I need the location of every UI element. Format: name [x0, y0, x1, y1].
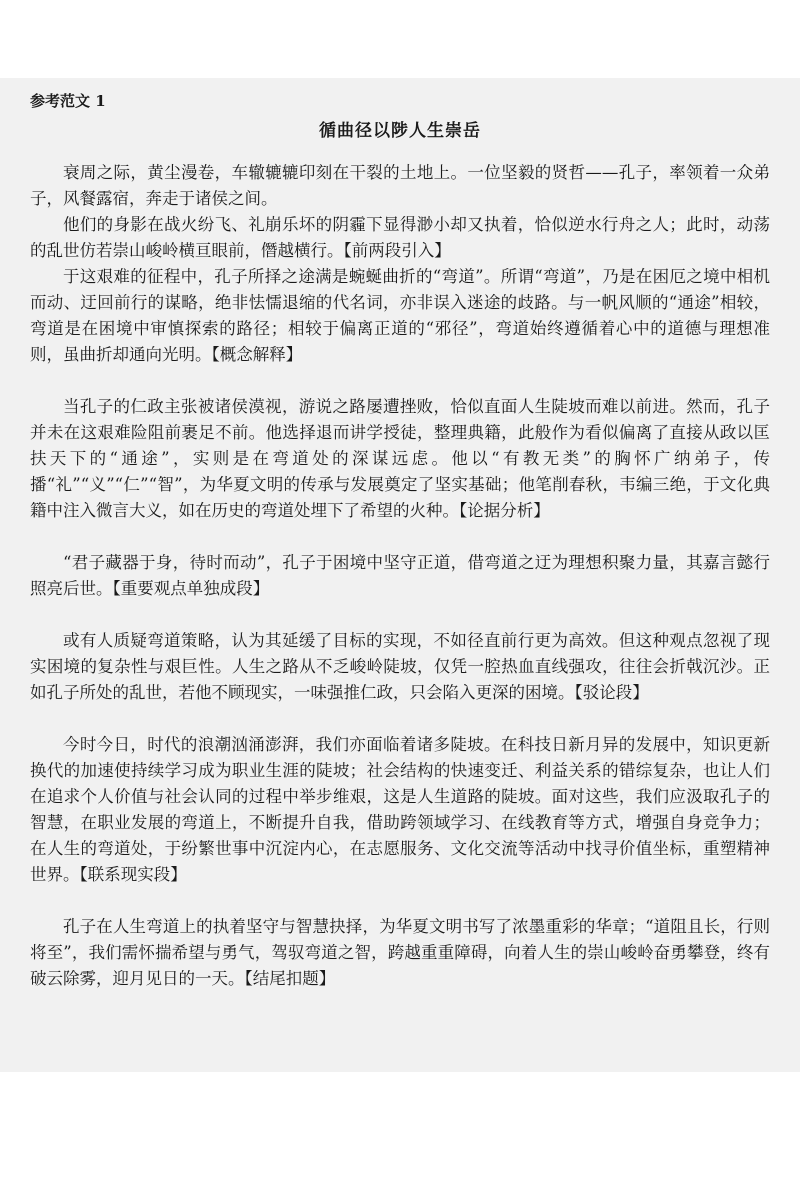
- paragraph: [30, 212, 770, 264]
- essay-body: [30, 160, 770, 992]
- annotation-tag: 【结尾扣题】: [244, 969, 336, 988]
- paragraph-text: 孔子在人生弯道上的执着坚守与智慧抉择，为华夏文明书写了浓墨重彩的华章；“道阻且长，行则将至”，我们需怀揣希望与勇气，驾驭弯道之智，跨越重重障碍，向着人生的崇山峻岭奋勇攀登，终有破云除雾，迎月见日的一天。: [30, 917, 770, 988]
- annotation-tag: 【驳论段】: [574, 683, 649, 702]
- section-heading: 参考范文 1: [30, 92, 106, 110]
- paragraph: [30, 160, 770, 212]
- paragraph: [30, 628, 770, 706]
- paragraph-text: 当孔子的仁政主张被诸侯漠视，游说之路屡遭挫败，恰似直面人生陡坡而难以前进。然而，孔子并未在这艰难险阻前裹足不前。他选择退而讲学授徒，整理典籍，此般作为看似偏离了直接从政以匡扶天下的“通途”，实则是在弯道处的深谋远虑。他以“有教无类”的胸怀广纳弟子，传播“礼”“义”“仁”“智”，为华夏文明的传承与发展奠定了坚实基础；他笔削春秋，韦编三绝，于文化典籍中注入微言大义，如在历史的弯道处埋下了希望的火种。: [30, 397, 770, 520]
- annotation-tag: 【重要观点单独成段】: [112, 579, 270, 598]
- annotation-tag: 【联系现实段】: [79, 865, 187, 884]
- paragraph: [30, 914, 770, 992]
- annotation-tag: 【论据分析】: [459, 501, 550, 520]
- paragraph-text: 衰周之际，黄尘漫卷，车辙辘辘印刻在干裂的土地上。一位坚毅的贤哲——孔子，率领着一众弟子，风餐露宿，奔走于诸侯之间。: [30, 163, 770, 208]
- paragraph: [30, 732, 770, 888]
- annotation-tag: 【概念解释】: [211, 345, 303, 364]
- paragraph-text: 或有人质疑弯道策略，认为其延缓了目标的实现，不如径直前行更为高效。但这种观点忽视了现实困境的复杂性与艰巨性。人生之路从不乏峻岭陡坡，仅凭一腔热血直线强攻，往往会折戟沉沙。正如孔子所处的乱世，若他不顾现实，一味强推仁政，只会陷入更深的困境。: [30, 631, 770, 702]
- paragraph-text: 今时今日，时代的浪潮汹涌澎湃，我们亦面临着诸多陡坡。在科技日新月异的发展中，知识更新换代的加速使持续学习成为职业生涯的陡坡；社会结构的快速变迁、利益关系的错综复杂，也让人们在追求个人价值与社会认同的过程中举步维艰，这是人生道路的陡坡。面对这些，我们应汲取孔子的智慧，在职业发展的弯道上，不断提升自我，借助跨领域学习、在线教育等方式，增强自身竞争力；在人生的弯道处，于纷繁世事中沉淀内心，在志愿服务、文化交流等活动中找寻价值坐标，重塑精神世界。: [30, 735, 770, 884]
- paragraph-text: “君子藏器于身，待时而动”，孔子于困境中坚守正道，借弯道之迂为理想积聚力量，其嘉言懿行照亮后世。: [30, 553, 770, 598]
- paragraph-text: 他们的身影在战火纷飞、礼崩乐坏的阴霾下显得渺小却又执着，恰似逆水行舟之人；此时，动荡的乱世仿若崇山峻岭横亘眼前，僭越横行。: [30, 215, 770, 260]
- essay-title: 循曲径以陟人生崇岳: [319, 121, 481, 141]
- paragraph-text: 于这艰难的征程中，孔子所择之途满是蜿蜒曲折的“弯道”。所谓“弯道”，乃是在困厄之境中相机而动、迂回前行的谋略，绝非怯懦退缩的代名词，亦非误入迷途的歧路。与一帆风顺的“通途”相较，弯道是在困境中审慎探索的路径；相较于偏离正道的“邪径”，弯道始终遵循着心中的道德与理想准则，虽曲折却通向光明。: [30, 267, 770, 364]
- annotation-tag: 【前两段引入】: [343, 241, 451, 260]
- document-page: [0, 78, 800, 1072]
- paragraph: [30, 394, 770, 524]
- paragraph: [30, 550, 770, 602]
- paragraph: [30, 264, 770, 368]
